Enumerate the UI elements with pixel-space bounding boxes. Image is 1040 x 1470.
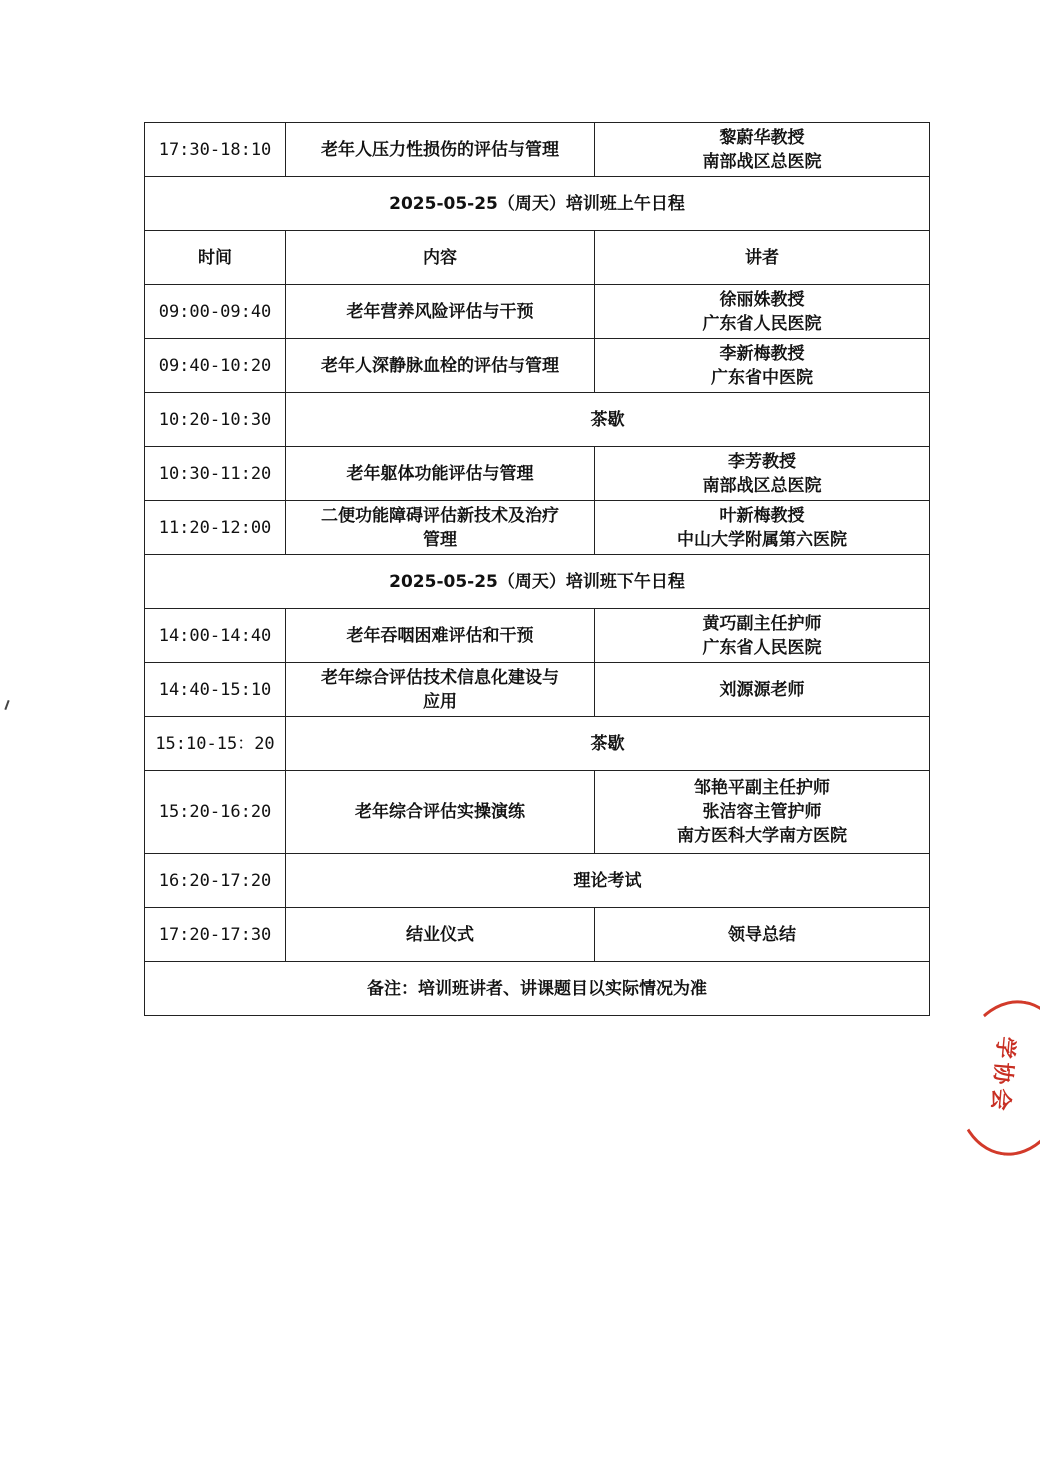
table-row xyxy=(145,908,930,962)
table-row xyxy=(145,123,930,177)
speaker-name: 李芳教授 xyxy=(728,451,796,472)
time-cell: 09:40-10:20 xyxy=(145,339,286,393)
content-cell: 老年综合评估实操演练 xyxy=(286,771,595,854)
table-row xyxy=(145,771,930,854)
speaker-cell xyxy=(595,123,930,177)
speaker-affiliation: 中山大学附属第六医院 xyxy=(677,529,847,550)
speaker-name: 叶新梅教授 xyxy=(719,505,805,526)
content-cell xyxy=(286,663,595,717)
break-cell: 茶歇 xyxy=(286,393,930,447)
speaker-name: 李新梅教授 xyxy=(719,343,805,364)
header-speaker: 讲者 xyxy=(595,231,930,285)
content-cell: 老年营养风险评估与干预 xyxy=(286,285,595,339)
speaker-cell xyxy=(595,501,930,555)
content-cell: 老年人深静脉血栓的评估与管理 xyxy=(286,339,595,393)
exam-cell: 理论考试 xyxy=(286,854,930,908)
note-row xyxy=(145,962,930,1016)
section-row xyxy=(145,177,930,231)
content-line: 老年综合评估技术信息化建设与 xyxy=(321,667,559,688)
speaker-name: 刘源源老师 xyxy=(719,679,805,700)
header-time: 时间 xyxy=(145,231,286,285)
table-row xyxy=(145,285,930,339)
time-cell: 14:00-14:40 xyxy=(145,609,286,663)
speaker-affiliation: 南部战区总医院 xyxy=(702,151,822,172)
table-row xyxy=(145,339,930,393)
content-cell: 老年吞咽困难评估和干预 xyxy=(286,609,595,663)
speaker-name: 黄巧副主任护师 xyxy=(702,613,822,634)
time-cell: 11:20-12:00 xyxy=(145,501,286,555)
speaker-cell xyxy=(595,663,930,717)
section-heading: 2025-05-25（周天）培训班上午日程 xyxy=(145,177,930,231)
header-row xyxy=(145,231,930,285)
speaker-name: 徐丽姝教授 xyxy=(719,289,805,310)
speaker-cell xyxy=(595,908,930,962)
time-cell: 17:20-17:30 xyxy=(145,908,286,962)
content-line: 二便功能障碍评估新技术及治疗 xyxy=(321,505,559,526)
table-row xyxy=(145,663,930,717)
section-heading: 2025-05-25（周天）培训班下午日程 xyxy=(145,555,930,609)
break-row xyxy=(145,393,930,447)
time-cell: 15:20-16:20 xyxy=(145,771,286,854)
time-cell: 16:20-17:20 xyxy=(145,854,286,908)
speaker-cell xyxy=(595,285,930,339)
schedule-table xyxy=(144,122,930,1016)
table-row xyxy=(145,609,930,663)
note-cell: 备注：培训班讲者、讲课题目以实际情况为准 xyxy=(145,962,930,1016)
speaker-cell xyxy=(595,609,930,663)
table-row xyxy=(145,501,930,555)
time-cell: 10:30-11:20 xyxy=(145,447,286,501)
content-cell: 老年人压力性损伤的评估与管理 xyxy=(286,123,595,177)
exam-row xyxy=(145,854,930,908)
table-row xyxy=(145,447,930,501)
time-cell: 15:10-15：20 xyxy=(145,717,286,771)
speaker-affiliation: 南部战区总医院 xyxy=(702,475,822,496)
time-cell: 17:30-18:10 xyxy=(145,123,286,177)
content-line: 应用 xyxy=(423,691,457,712)
content-cell xyxy=(286,501,595,555)
speaker-cell xyxy=(595,447,930,501)
stamp-text: 学协会 xyxy=(986,1035,1018,1116)
content-cell: 老年躯体功能评估与管理 xyxy=(286,447,595,501)
scan-speck xyxy=(4,700,9,710)
speaker-name: 张洁容主管护师 xyxy=(702,802,822,822)
time-cell: 10:20-10:30 xyxy=(145,393,286,447)
section-row xyxy=(145,555,930,609)
time-cell: 14:40-15:10 xyxy=(145,663,286,717)
speaker-name: 邹艳平副主任护师 xyxy=(694,778,830,798)
break-cell: 茶歇 xyxy=(286,717,930,771)
speaker-affiliation: 南方医科大学南方医院 xyxy=(677,826,847,846)
content-line: 管理 xyxy=(423,529,457,550)
speaker-affiliation: 广东省中医院 xyxy=(711,367,813,388)
break-row xyxy=(145,717,930,771)
header-content: 内容 xyxy=(286,231,595,285)
speaker-name: 黎蔚华教授 xyxy=(719,127,805,148)
time-cell: 09:00-09:40 xyxy=(145,285,286,339)
speaker-cell xyxy=(595,339,930,393)
speaker-cell xyxy=(595,771,930,854)
content-cell: 结业仪式 xyxy=(286,908,595,962)
speaker-affiliation: 广东省人民医院 xyxy=(702,313,822,334)
speaker-affiliation: 广东省人民医院 xyxy=(702,637,822,658)
speaker-name: 领导总结 xyxy=(728,924,796,945)
